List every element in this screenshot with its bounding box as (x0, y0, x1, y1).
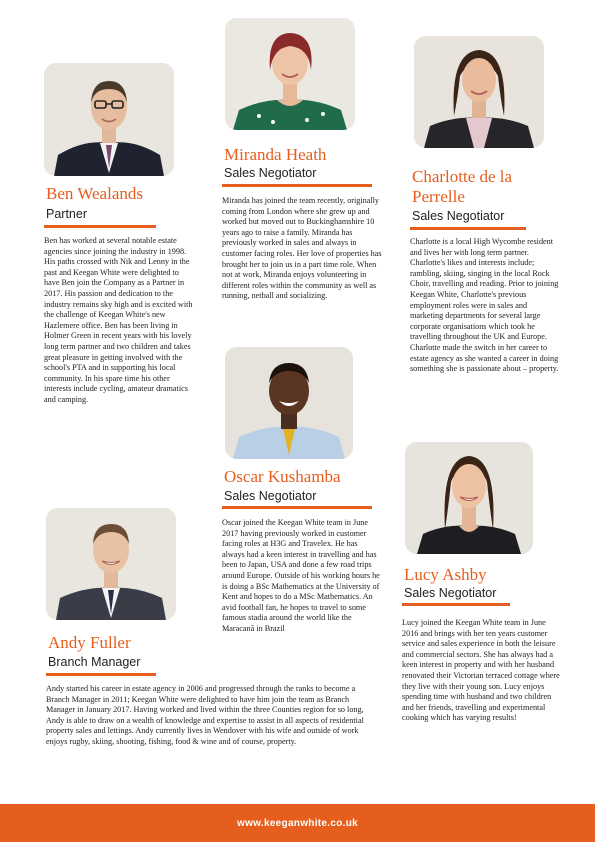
oscar-name: Oscar Kushamba (224, 467, 341, 486)
charlotte-photo (414, 36, 544, 148)
oscar-photo (225, 347, 353, 459)
lucy-role: Sales Negotiator (404, 586, 497, 600)
miranda-name: Miranda Heath (224, 145, 327, 164)
miranda-bio: Miranda has joined the team recently, originally coming from London where she grew up and worked but moved out to Buckinghamshire 10 years ago to raise a family. Miranda has previously worked in sales and always in customer facing roles. Her love of properties has brought her to join us in a part time role. When not at work, Miranda enjoys volunteering in different roles within the community as well as running, netball and socializing. (222, 196, 382, 301)
andy-role: Branch Manager (48, 655, 141, 669)
miranda-role: Sales Negotiator (224, 166, 317, 180)
ben-role: Partner (46, 207, 87, 221)
lucy-divider (402, 603, 510, 606)
andy-photo (46, 508, 176, 620)
andy-divider (46, 673, 156, 676)
lucy-name: Lucy Ashby (404, 565, 487, 584)
andy-name: Andy Fuller (48, 633, 131, 652)
charlotte-role: Sales Negotiator (412, 209, 505, 223)
ben-name: Ben Wealands (46, 184, 143, 203)
footer-bar (0, 804, 595, 842)
charlotte-name: Charlotte de la Perrelle (412, 167, 513, 206)
oscar-role: Sales Negotiator (224, 489, 317, 503)
oscar-divider (222, 506, 372, 509)
ben-bio: Ben has worked at several notable estate agencies since joining the industry in 1998. His paths crossed with Nik and Lenny in the past and Keegan White were delighted to have Ben join the Company as a Partner in 2017. His passion and dedication to the industry remains sky high and is excited with the challenge of Keegan White's new Hazlemere office. Ben has been living in Holmer Green in recent years with his lovely long term partner and two children and takes great pleasure in getting involved with the school's PTA and in supporting his local community. In his spare time his other interests include cycling, amateur dramatics and camping. (44, 236, 193, 404)
charlotte-divider (410, 227, 526, 230)
miranda-heath-photo (225, 18, 355, 130)
lucy-bio: Lucy joined the Keegan White team in June 2016 and brings with her ten years customer service and sales experience in both the leisure and commercial sectors. She has always had a keen interest in property and with her husband renovated their Victorian terraced cottage where they live with their young son. Lucy enjoys spending time with husband and two children and her friends, travelling and experimental cooking which has varying results! (402, 618, 560, 723)
ben-wealands-photo (44, 63, 174, 176)
charlotte-bio: Charlotte is a local High Wycombe resident and lives her with long term partner. Charlotte's likes and interests include; rambling, skiing, singing in the local Rock Choir, travelling and reading. Prior to joining Keegan White, Charlotte's previous employment roles were in sales and marketing departments for several large corporate organisations which took he travelling throughout the UK and Europe. Charlotte made the switch in her career to estate agency as she wanted a career in doing something she is passionate about – property. (410, 237, 559, 374)
ben-divider (44, 225, 156, 228)
andy-bio: Andy started his career in estate agency in 2006 and progressed through the ranks to become a Branch Manager in 2011; Keegan White were delighted to have him join the team as Branch Manager in January 2017. Having worked and lived within the three Counties region for so long, Andy is able to draw on a wealth of knowledge and expertise to assist in all aspects of residential property sales and lettings. Andy currently lives in Wendover with his wife and outside of work enjoys rugby, skiing, shooting, fishing, food & wine and of course, property. (46, 684, 364, 746)
website-link[interactable]: www.keeganwhite.co.uk (237, 817, 358, 829)
lucy-photo (405, 442, 533, 554)
miranda-divider (222, 184, 372, 187)
oscar-bio: Oscar joined the Keegan White team in June 2017 having previously worked in customer facing roles at H3G and Travelex. He has always had a keen interest in travelling and has been to Japan, USA and done a few road trips around Europe. Outside of his working hours he is doing a BSc Mathematics at the University of Kent and hopes to do a MSc Mathematics. An avid football fan, he hopes to travel to some famous stadia around the world like the Maracanã in Brazil (222, 518, 380, 633)
